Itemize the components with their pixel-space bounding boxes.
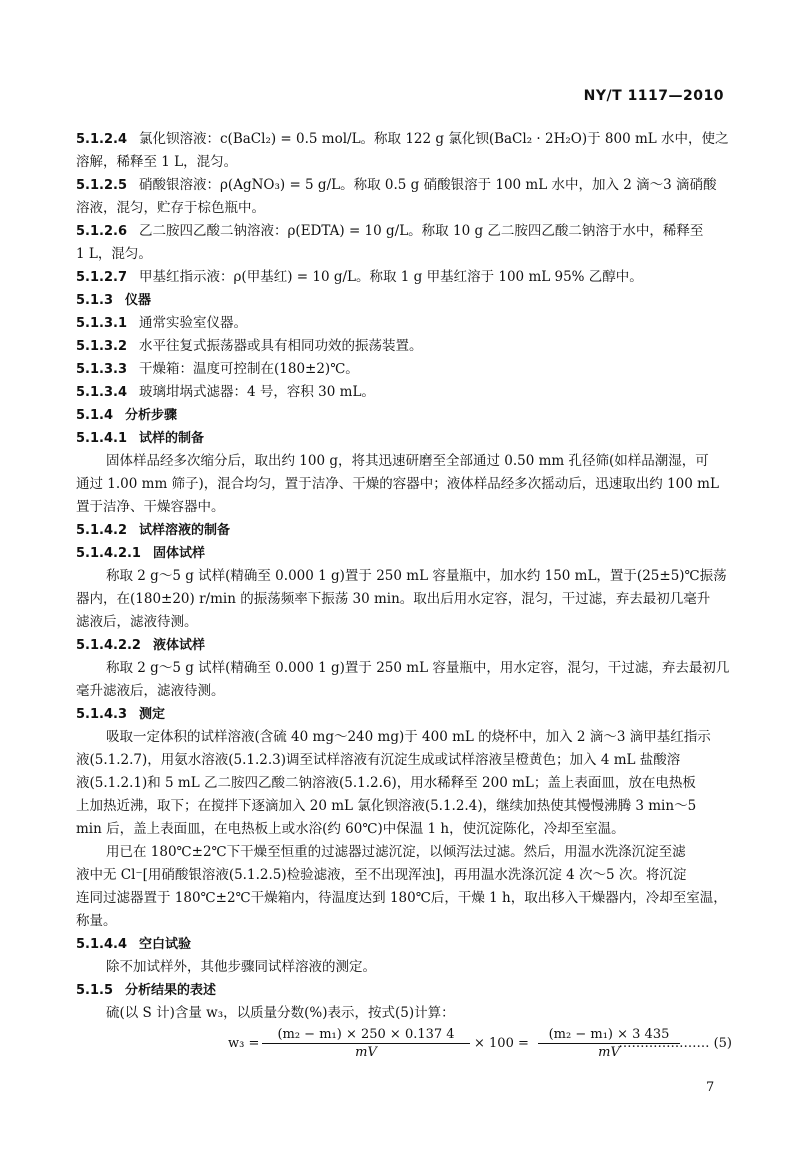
text-line	[76, 818, 732, 841]
clause-line	[76, 220, 732, 243]
section-heading	[76, 703, 732, 726]
heading-text: 试样溶液的制备	[139, 523, 231, 538]
heading-text: 分析步骤	[125, 408, 178, 423]
paragraph-text: 氯化钡溶液：c(BaCl₂) = 0.5 mol/L。称取 122 g 氯化钡(BaCl₂ · 2H₂O)于 800 mL 水中，使之	[139, 131, 729, 147]
section-heading	[76, 979, 732, 1002]
section-heading	[76, 519, 732, 542]
clause-line	[76, 128, 732, 151]
formula-lhs: w₃ =	[228, 1036, 260, 1051]
section-heading	[76, 634, 732, 657]
paragraph-text: 干燥箱：温度可控制在(180±2)℃。	[139, 361, 359, 377]
text-line	[76, 864, 732, 887]
paragraph-text: 1 L，混匀。	[76, 246, 152, 262]
section-heading	[76, 404, 732, 427]
section-heading	[76, 933, 732, 956]
clause-number: 5.1.2.5	[76, 178, 127, 193]
paragraph-text: 连同过滤器置于 180℃±2℃干燥箱内，待温度达到 180℃后，干燥 1 h，取出移入干燥器内，冷却至室温，	[76, 890, 727, 906]
clause-line	[76, 312, 732, 335]
heading-text: 分析结果的表述	[125, 983, 217, 998]
heading-text: 仪器	[125, 293, 152, 308]
text-line	[76, 151, 732, 174]
text-line	[76, 588, 732, 611]
clause-number: 5.1.4.2	[76, 523, 127, 538]
paragraph-text: 滤液后，滤液待测。	[76, 614, 198, 630]
paragraph-text: 器内，在(180±20) r/min 的振荡频率下振荡 30 min。取出后用水定容，混匀，干过滤，弃去最初几毫升	[76, 591, 711, 607]
paragraph-text: 玻璃坩埚式滤器：4 号，容积 30 mL。	[139, 384, 375, 400]
clause-number: 5.1.4.3	[76, 707, 127, 722]
paragraph-text: 通常实验室仪器。	[139, 315, 247, 331]
text-line	[76, 910, 732, 933]
clause-number: 5.1.2.7	[76, 270, 127, 285]
text-line	[76, 956, 732, 979]
page-number: 7	[706, 1080, 715, 1095]
text-line	[76, 841, 732, 864]
text-line	[76, 1002, 732, 1025]
paragraph-text: 硝酸银溶液：ρ(AgNO₃) = 5 g/L。称取 0.5 g 硝酸银溶于 100 mL 水中，加入 2 滴～3 滴硝酸	[139, 177, 717, 193]
clause-number: 5.1.3.1	[76, 316, 127, 331]
section-heading	[76, 289, 732, 312]
paragraph-text: 固体样品经多次缩分后，取出约 100 g，将其迅速研磨至全部通过 0.50 mm 孔径筛(如样品潮湿，可	[106, 453, 709, 469]
paragraph-text: 硫(以 S 计)含量 w₃，以质量分数(%)表示，按式(5)计算：	[106, 1005, 455, 1021]
paragraph-text: 溶解，稀释至 1 L，混匀。	[76, 154, 238, 170]
fraction-1-numerator: (m₂ − m₁) × 250 × 0.137 4	[262, 1027, 470, 1044]
clause-number: 5.1.3	[76, 293, 114, 308]
paragraph-text: 溶液，混匀，贮存于棕色瓶中。	[76, 200, 265, 216]
clause-number: 5.1.4	[76, 408, 114, 423]
clause-number: 5.1.3.3	[76, 362, 127, 377]
clause-line	[76, 381, 732, 404]
text-line	[76, 496, 732, 519]
heading-text: 试样的制备	[139, 431, 205, 446]
text-line	[76, 726, 732, 749]
text-line	[76, 565, 732, 588]
standard-number-header: NY/T 1117—2010	[583, 88, 724, 104]
text-line	[76, 772, 732, 795]
clause-line	[76, 358, 732, 381]
text-line	[76, 795, 732, 818]
fraction-2-numerator: (m₂ − m₁) × 3 435	[538, 1027, 680, 1044]
fraction-2-denominator: mV	[598, 1045, 620, 1060]
paragraph-text: 乙二胺四乙酸二钠溶液：ρ(EDTA) = 10 g/L。称取 10 g 乙二胺四乙酸二钠溶于水中，稀释至	[139, 223, 704, 239]
fraction-1-denominator: mV	[355, 1045, 377, 1060]
text-line	[76, 197, 732, 220]
text-line	[76, 680, 732, 703]
section-heading	[76, 542, 732, 565]
paragraph-text: 通过 1.00 mm 筛子)，混合均匀，置于洁净、干燥的容器中；液体样品经多次摇动后，迅速取出约 100 mL	[76, 476, 719, 492]
clause-number: 5.1.4.4	[76, 937, 127, 952]
paragraph-text: 用已在 180℃±2℃下干燥至恒重的过滤器过滤沉淀，以倾泻法过滤。然后，用温水洗涤沉淀至滤	[106, 844, 686, 860]
paragraph-text: 吸取一定体积的试样溶液(含硫 40 mg～240 mg)于 400 mL 的烧杯中，加入 2 滴～3 滴甲基红指示	[106, 729, 711, 745]
clause-number: 5.1.4.1	[76, 431, 127, 446]
text-line	[76, 611, 732, 634]
text-line	[76, 450, 732, 473]
text-line	[76, 749, 732, 772]
paragraph-text: 液(5.1.2.7)，用氨水溶液(5.1.2.3)调至试样溶液有沉淀生成或试样溶液呈橙黄色；加入 4 mL 盐酸溶	[76, 752, 681, 768]
fraction-1	[262, 1027, 470, 1062]
text-line	[76, 473, 732, 496]
paragraph-text: 上加热近沸，取下；在搅拌下逐滴加入 20 mL 氯化钡溶液(5.1.2.4)，继续加热使其慢慢沸腾 3 min～5	[76, 798, 697, 814]
paragraph-text: 液中无 Cl⁻[用硝酸银溶液(5.1.2.5)检验滤液，至不出现浑浊]，再用温水洗涤沉淀 4 次～5 次。将沉淀	[76, 867, 687, 883]
paragraph-text: 称取 2 g～5 g 试样(精确至 0.000 1 g)置于 250 mL 容量瓶中，用水定容，混匀，干过滤，弃去最初几	[106, 660, 730, 676]
heading-text: 液体试样	[152, 638, 205, 653]
clause-line	[76, 174, 732, 197]
clause-line	[76, 266, 732, 289]
clause-number: 5.1.2.4	[76, 132, 127, 147]
heading-text: 固体试样	[152, 546, 205, 561]
heading-text: 空白试验	[139, 937, 192, 952]
formula-5	[76, 1027, 732, 1067]
formula-middle: × 100 =	[474, 1036, 529, 1051]
section-heading	[76, 427, 732, 450]
paragraph-text: 甲基红指示液：ρ(甲基红) = 10 g/L。称取 1 g 甲基红溶于 100 mL 95% 乙醇中。	[139, 269, 643, 285]
paragraph-text: 水平往复式振荡器或具有相同功效的振荡装置。	[139, 338, 423, 354]
text-line	[76, 243, 732, 266]
equation-tag: ………………… (5)	[618, 1036, 732, 1051]
text-line	[76, 887, 732, 910]
clause-number: 5.1.3.2	[76, 339, 127, 354]
clause-number: 5.1.5	[76, 983, 114, 998]
heading-text: 测定	[139, 707, 166, 722]
paragraph-text: 毫升滤液后，滤液待测。	[76, 683, 225, 699]
paragraph-text: min 后，盖上表面皿，在电热板上或水浴(约 60℃)中保温 1 h，使沉淀陈化，冷却至室温。	[76, 821, 625, 837]
paragraph-text: 液(5.1.2.1)和 5 mL 乙二胺四乙酸二钠溶液(5.1.2.6)，用水稀释至 200 mL；盖上表面皿，放在电热板	[76, 775, 696, 791]
clause-number: 5.1.3.4	[76, 385, 127, 400]
text-line	[76, 657, 732, 680]
clause-number: 5.1.4.2.1	[76, 546, 141, 561]
paragraph-text: 置于洁净、干燥容器中。	[76, 499, 225, 515]
paragraph-text: 除不加试样外，其他步骤同试样溶液的测定。	[106, 959, 376, 975]
clause-number: 5.1.4.2.2	[76, 638, 141, 653]
document-body	[76, 128, 732, 1067]
paragraph-text: 称取 2 g～5 g 试样(精确至 0.000 1 g)置于 250 mL 容量瓶中，加水约 150 mL，置于(25±5)℃振荡	[106, 568, 727, 584]
paragraph-text: 称量。	[76, 913, 117, 929]
clause-number: 5.1.2.6	[76, 224, 127, 239]
clause-line	[76, 335, 732, 358]
